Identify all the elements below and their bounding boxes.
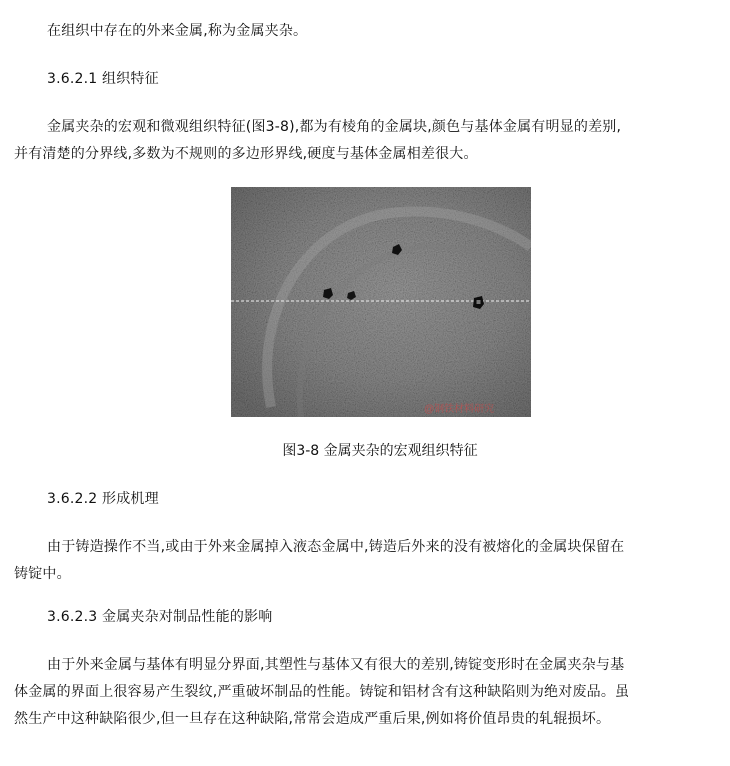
section-3622-paragraph-line-2: 铸锭中。 (14, 566, 71, 582)
section-3621-heading: 3.6.2.1 组织特征 (47, 71, 159, 87)
section-3621-paragraph-line-1: 金属夹杂的宏观和微观组织特征(图3-8),都为有棱角的金属块,颜色与基体金属有明显的差别, (47, 119, 622, 135)
macro-photo-image (231, 187, 531, 417)
section-3623-paragraph-line-3: 然生产中这种缺陷很少,但一旦存在这种缺陷,常常会造成严重后果,例如将价值昂贵的轧辊损坏。 (14, 711, 611, 727)
section-3623-paragraph-line-2: 体金属的界面上很容易产生裂纹,严重破坏制品的性能。铸锭和铝材含有这种缺陷则为绝对废品。虽 (14, 684, 630, 700)
section-3622-heading: 3.6.2.2 形成机理 (47, 491, 159, 507)
intro-line-1: 在组织中存在的外来金属,称为金属夹杂。 (47, 23, 308, 39)
section-3623-heading: 3.6.2.3 金属夹杂对制品性能的影响 (47, 609, 273, 625)
section-3622-paragraph-line-1: 由于铸造操作不当,或由于外来金属掉入液态金属中,铸造后外来的没有被熔化的金属块保留在 (47, 539, 625, 555)
watermark-text: @钢铁材料研究 (424, 404, 495, 415)
figure-caption: 图3-8 金属夹杂的宏观组织特征 (282, 443, 478, 459)
figure-3-8-macro-photo (231, 187, 531, 417)
section-3623-paragraph-line-1: 由于外来金属与基体有明显分界面,其塑性与基体又有很大的差别,铸锭变形时在金属夹杂与基 (47, 657, 625, 673)
section-3621-paragraph-line-2: 并有清楚的分界线,多数为不规则的多边形界线,硬度与基体金属相差很大。 (14, 146, 478, 162)
inclusion-highlight (477, 300, 481, 304)
